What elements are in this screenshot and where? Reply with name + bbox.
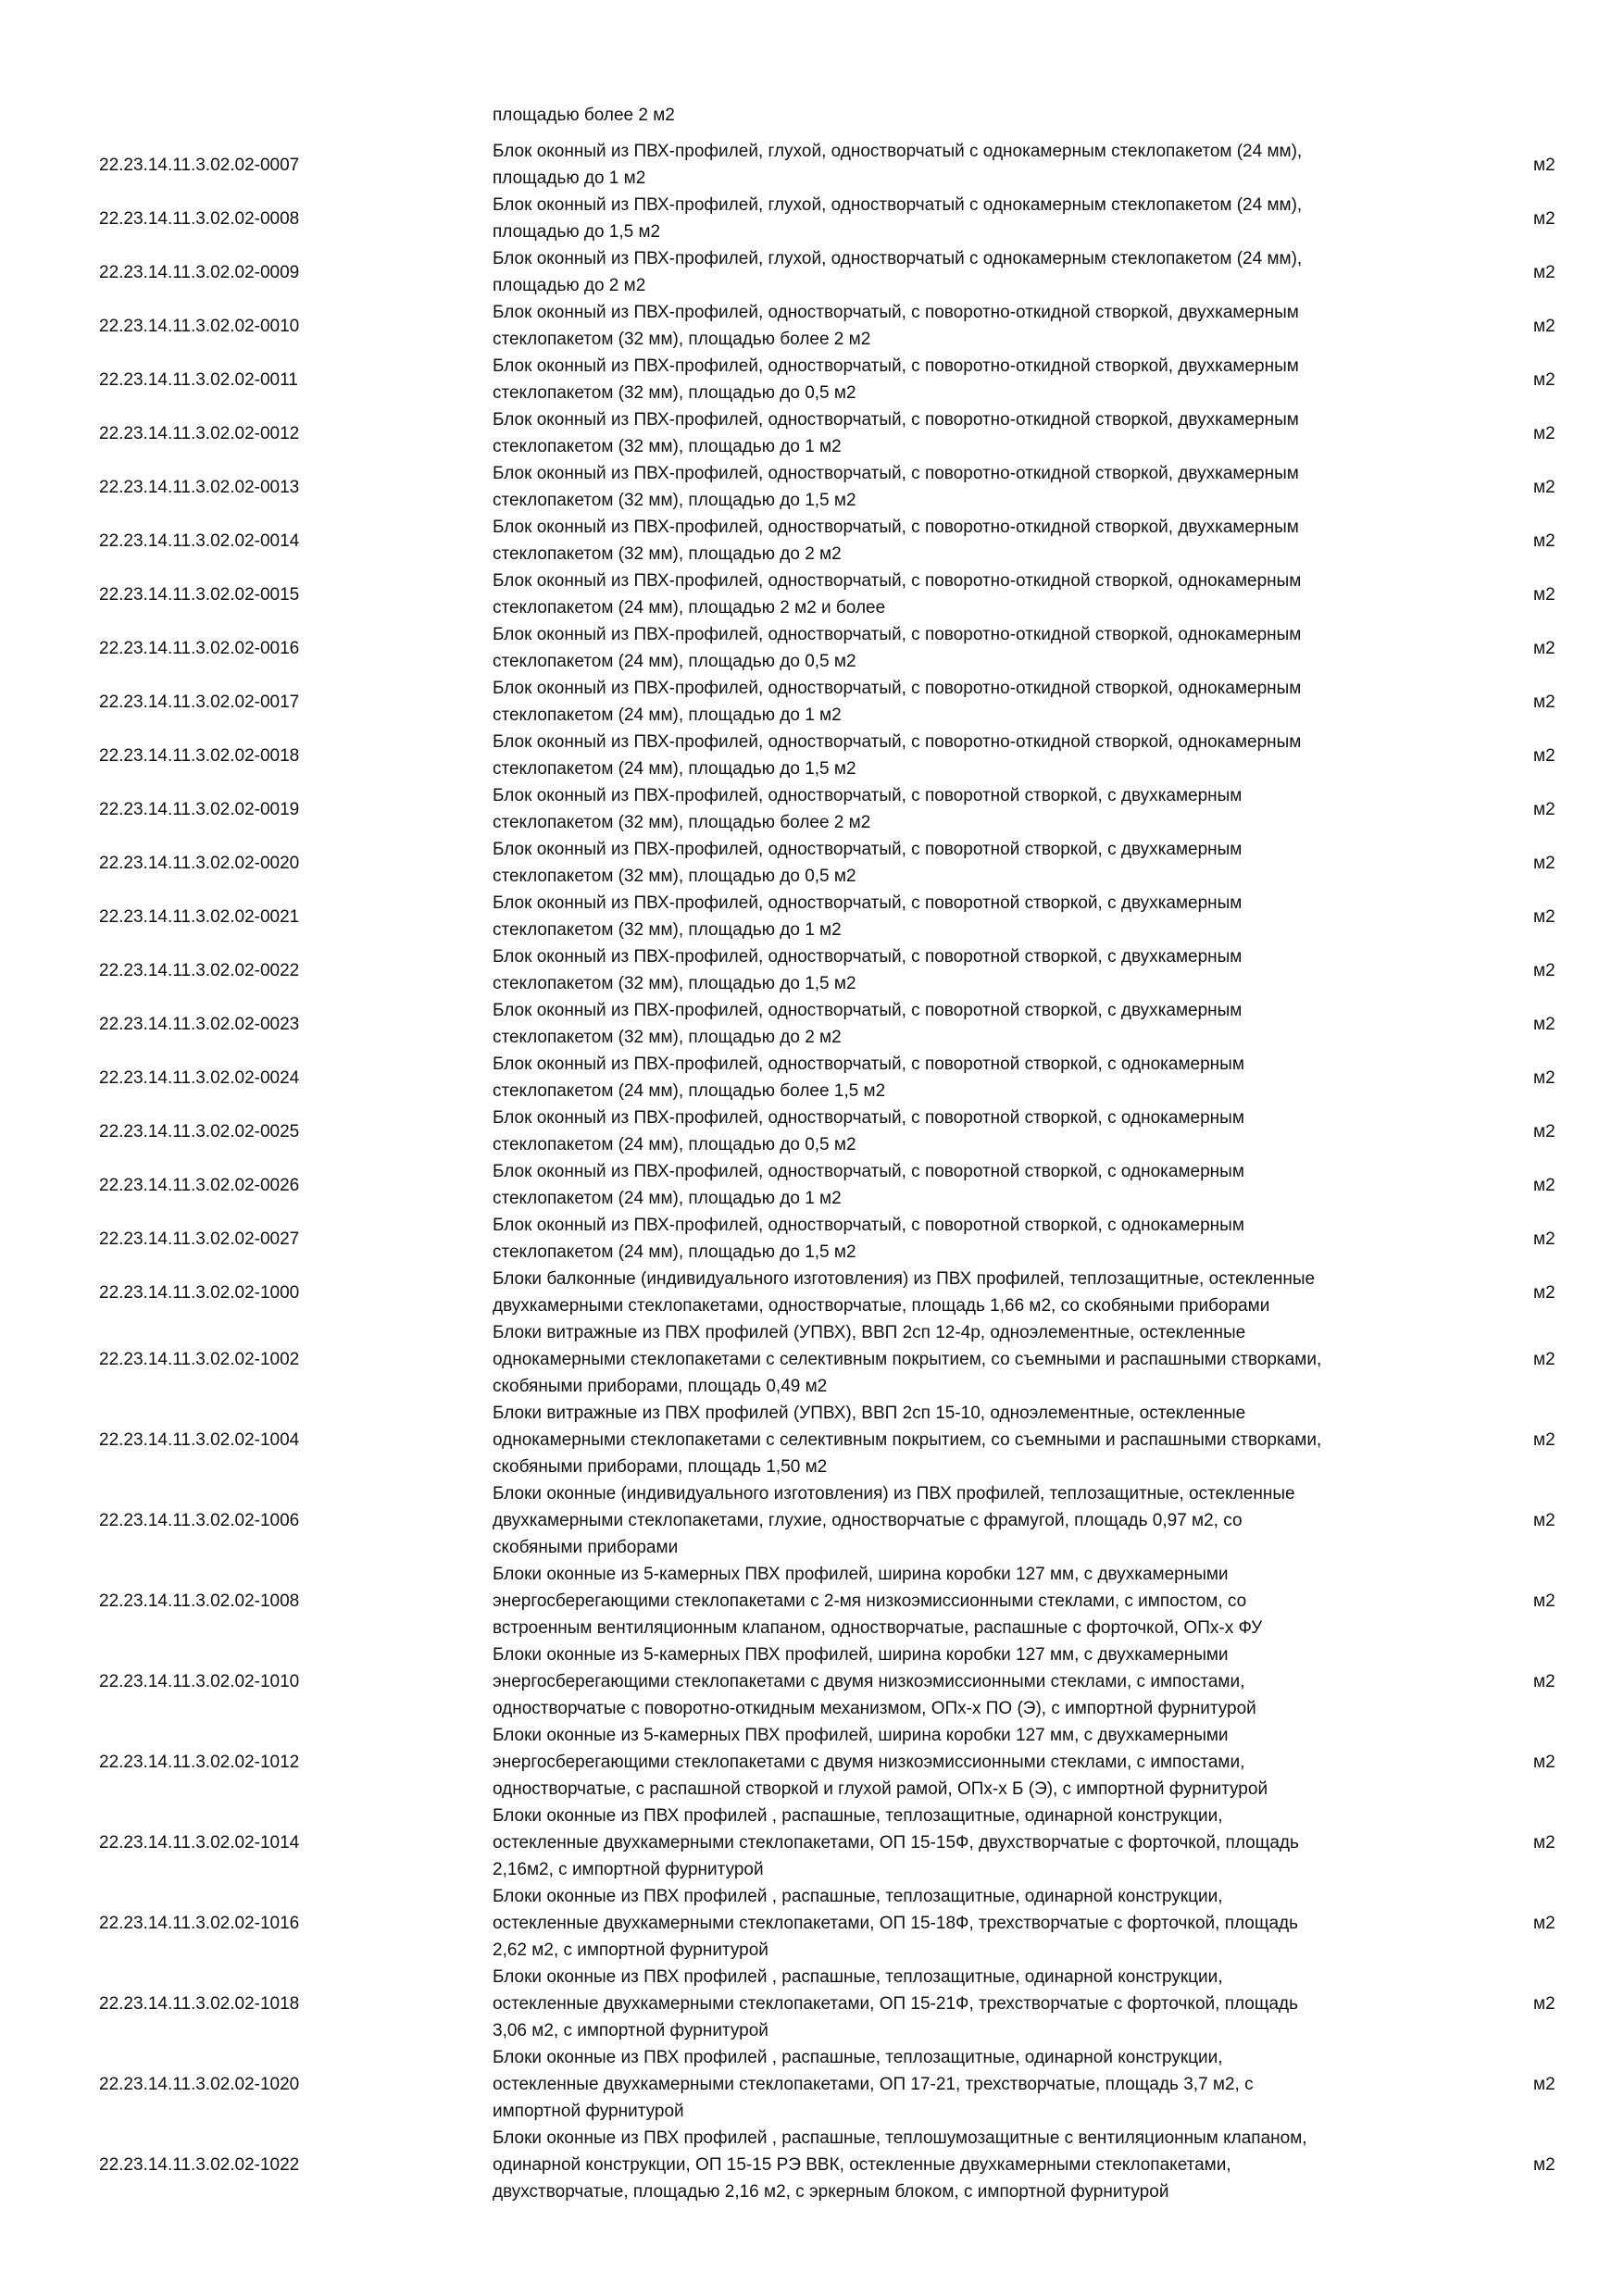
description-line: стеклопакетом (24 мм), площадью более 1,5 м2 [493, 1081, 886, 1101]
description-line: стеклопакетом (24 мм), площадью 2 м2 и более [493, 598, 886, 618]
description-line: 2,16м2, с импортной фурнитурой [493, 1860, 764, 1879]
description-line: Блок оконный из ПВХ-профилей, одностворчатый, с поворотной створкой, с двухкамерным [493, 947, 1243, 967]
resource-description [493, 1803, 1483, 1883]
description-line: Блок оконный из ПВХ-профилей, одностворчатый, с поворотно-откидной створкой, двухкамерным [493, 410, 1299, 430]
description-line: одностворчатые с поворотно-откидным механизмом, ОПх-х ПО (Э), с импортной фурнитурой [493, 1699, 1256, 1718]
description-line: площадью до 1,5 м2 [493, 222, 661, 242]
description-line: однокамерными стеклопакетами с селективным покрытием, со съемными и распашными створками, [493, 1350, 1322, 1369]
description-line: скобяными приборами, площадь 1,50 м2 [493, 1457, 828, 1477]
description-line: встроенным вентиляционным клапаном, одностворчатые, распашные с форточкой, ОПх-х ФУ [493, 1618, 1263, 1638]
unit-of-measure: м2 [1533, 584, 1555, 605]
unit-of-measure: м2 [1533, 1833, 1555, 1853]
unit-of-measure: м2 [1533, 960, 1555, 980]
description-line: Блок оконный из ПВХ-профилей, одностворчатый, с поворотной створкой, с двухкамерным [493, 840, 1243, 859]
resource-description [493, 353, 1483, 406]
description-line: Блоки витражные из ПВХ профилей (УПВХ), ВВП 2сп 15-10, одноэлементные, остекленные [493, 1404, 1246, 1423]
table-row [0, 1964, 1624, 2044]
description-line: Блок оконный из ПВХ-профилей, глухой, одностворчатый с однокамерным стеклопакетом (24 мм), [493, 195, 1303, 215]
description-line: Блок оконный из ПВХ-профилей, глухой, одностворчатый с однокамерным стеклопакетом (24 мм), [493, 142, 1303, 161]
description-line: одинарной конструкции, ОП 15-15 РЭ ВВК, остекленные двухкамерными стеклопакетами, [493, 2155, 1231, 2175]
table-row [0, 621, 1624, 675]
unit-of-measure: м2 [1533, 316, 1555, 336]
table-row [0, 1319, 1624, 1400]
description-line: Блок оконный из ПВХ-профилей, одностворчатый, с поворотной створкой, с двухкамерным [493, 1001, 1243, 1020]
table-row [0, 997, 1624, 1051]
description-line: стеклопакетом (24 мм), площадью до 1,5 м2 [493, 759, 856, 779]
description-line: площадью до 1 м2 [493, 168, 646, 188]
description-line: Блоки оконные (индивидуального изготовления) из ПВХ профилей, теплозащитные, остекленные [493, 1484, 1295, 1504]
description-line: стеклопакетом (32 мм), площадью до 1,5 м2 [493, 491, 856, 510]
table-row [0, 1212, 1624, 1266]
catalog-table [0, 138, 1624, 2205]
resource-description [493, 1964, 1483, 2044]
description-line: Блоки оконные из ПВХ профилей , распашные, теплошумозащитные с вентиляционным клапаном, [493, 2128, 1307, 2148]
description-line: стеклопакетом (24 мм), площадью до 0,5 м2 [493, 652, 856, 671]
description-line: Блок оконный из ПВХ-профилей, глухой, одностворчатый с однокамерным стеклопакетом (24 мм), [493, 249, 1303, 268]
unit-of-measure: м2 [1533, 262, 1555, 282]
resource-code: 22.23.14.11.3.02.02-0024 [99, 1067, 300, 1088]
description-line: Блоки балконные (индивидуального изготовления) из ПВХ профилей, теплозащитные, остекленные [493, 1269, 1316, 1289]
resource-code: 22.23.14.11.3.02.02-0026 [99, 1175, 300, 1195]
description-line: стеклопакетом (32 мм), площадью до 0,5 м2 [493, 867, 856, 886]
description-line: Блоки оконные из 5-камерных ПВХ профилей, ширина коробки 127 мм, с двухкамерными [493, 1726, 1229, 1745]
description-line: Блок оконный из ПВХ-профилей, одностворчатый, с поворотной створкой, с однокамерным [493, 1162, 1244, 1181]
unit-of-measure: м2 [1533, 1282, 1555, 1303]
description-line: стеклопакетом (24 мм), площадью до 1 м2 [493, 1189, 842, 1208]
resource-description [493, 836, 1483, 890]
description-line: скобяными приборами [493, 1538, 679, 1557]
resource-description [493, 1480, 1483, 1561]
description-line: Блок оконный из ПВХ-профилей, одностворчатый, с поворотно-откидной створкой, двухкамерным [493, 356, 1299, 376]
resource-code: 22.23.14.11.3.02.02-1018 [99, 1994, 300, 2014]
resource-code: 22.23.14.11.3.02.02-1022 [99, 2155, 300, 2175]
unit-of-measure: м2 [1533, 155, 1555, 175]
description-line: стеклопакетом (24 мм), площадью до 1,5 м2 [493, 1242, 856, 1262]
resource-code: 22.23.14.11.3.02.02-0018 [99, 745, 300, 766]
resource-code: 22.23.14.11.3.02.02-0025 [99, 1121, 300, 1142]
table-row [0, 406, 1624, 460]
resource-description [493, 675, 1483, 729]
description-line: двухстворчатые, площадью 2,16 м2, с эркерным блоком, с импортной фурнитурой [493, 2182, 1169, 2202]
resource-code: 22.23.14.11.3.02.02-1004 [99, 1430, 300, 1450]
resource-code: 22.23.14.11.3.02.02-0010 [99, 316, 300, 336]
description-line: остекленные двухкамерными стеклопакетами, ОП 15-18Ф, трехстворчатые с форточкой, площадь [493, 1914, 1299, 1933]
continuation-text: площадью более 2 м2 [493, 106, 675, 125]
unit-of-measure: м2 [1533, 1067, 1555, 1088]
unit-of-measure: м2 [1533, 1994, 1555, 2014]
table-row [0, 782, 1624, 836]
resource-description [493, 1051, 1483, 1104]
table-row [0, 1480, 1624, 1561]
resource-description [493, 1266, 1483, 1319]
table-row [0, 299, 1624, 353]
description-line: Блоки оконные из ПВХ профилей , распашные, теплозащитные, одинарной конструкции, [493, 2048, 1223, 2067]
resource-code: 22.23.14.11.3.02.02-0021 [99, 906, 300, 927]
description-line: стеклопакетом (32 мм), площадью более 2 м2 [493, 813, 871, 832]
description-line: Блоки оконные из 5-камерных ПВХ профилей, ширина коробки 127 мм, с двухкамерными [493, 1565, 1229, 1584]
description-line: Блоки витражные из ПВХ профилей (УПВХ), ВВП 2сп 12-4р, одноэлементные, остекленные [493, 1323, 1246, 1342]
table-row [0, 729, 1624, 782]
description-line: Блок оконный из ПВХ-профилей, одностворчатый, с поворотно-откидной створкой, однокамерным [493, 571, 1302, 591]
resource-description [493, 2044, 1483, 2125]
description-line: стеклопакетом (32 мм), площадью до 1 м2 [493, 920, 842, 940]
description-line: Блок оконный из ПВХ-профилей, одностворчатый, с поворотной створкой, с однокамерным [493, 1054, 1244, 1074]
description-line: Блок оконный из ПВХ-профилей, одностворчатый, с поворотной створкой, с однокамерным [493, 1216, 1244, 1235]
unit-of-measure: м2 [1533, 692, 1555, 712]
description-line: импортной фурнитурой [493, 2102, 684, 2121]
resource-code: 22.23.14.11.3.02.02-0016 [99, 638, 300, 658]
resource-code: 22.23.14.11.3.02.02-1012 [99, 1753, 300, 1772]
resource-code: 22.23.14.11.3.02.02-0014 [99, 530, 300, 551]
unit-of-measure: м2 [1533, 1591, 1555, 1611]
table-row [0, 2125, 1624, 2205]
description-line: стеклопакетом (24 мм), площадью до 1 м2 [493, 705, 842, 725]
resource-code: 22.23.14.11.3.02.02-0007 [99, 155, 300, 175]
unit-of-measure: м2 [1533, 745, 1555, 766]
resource-code: 22.23.14.11.3.02.02-0013 [99, 477, 300, 497]
resource-code: 22.23.14.11.3.02.02-0011 [99, 369, 298, 390]
table-row [0, 1266, 1624, 1319]
description-line: однокамерными стеклопакетами с селективным покрытием, со съемными и распашными створками, [493, 1430, 1322, 1450]
resource-description [493, 621, 1483, 675]
table-row [0, 1641, 1624, 1722]
table-row [0, 1561, 1624, 1641]
description-line: одностворчатые, с распашной створкой и глухой рамой, ОПх-х Б (Э), с импортной фурнитурой [493, 1779, 1268, 1799]
unit-of-measure: м2 [1533, 799, 1555, 819]
resource-description [493, 568, 1483, 621]
description-line: стеклопакетом (24 мм), площадью до 0,5 м2 [493, 1135, 856, 1154]
unit-of-measure: м2 [1533, 477, 1555, 497]
description-line: Блок оконный из ПВХ-профилей, одностворчатый, с поворотной створкой, с двухкамерным [493, 786, 1243, 805]
description-line: стеклопакетом (32 мм), площадью до 1 м2 [493, 437, 842, 456]
table-row [0, 890, 1624, 943]
resource-code: 22.23.14.11.3.02.02-1014 [99, 1833, 300, 1853]
resource-code: 22.23.14.11.3.02.02-0015 [99, 584, 300, 605]
description-line: стеклопакетом (32 мм), площадью до 1,5 м2 [493, 974, 856, 993]
resource-code: 22.23.14.11.3.02.02-0017 [99, 692, 300, 712]
resource-code: 22.23.14.11.3.02.02-0020 [99, 853, 300, 873]
description-line: скобяными приборами, площадь 0,49 м2 [493, 1377, 828, 1396]
table-row [0, 460, 1624, 514]
unit-of-measure: м2 [1533, 423, 1555, 443]
description-line: Блок оконный из ПВХ-профилей, одностворчатый, с поворотно-откидной створкой, двухкамерным [493, 518, 1299, 537]
table-row [0, 245, 1624, 299]
description-line: Блок оконный из ПВХ-профилей, одностворчатый, с поворотно-откидной створкой, однокамерным [493, 732, 1302, 752]
resource-description [493, 1722, 1483, 1803]
unit-of-measure: м2 [1533, 906, 1555, 927]
description-line: Блоки оконные из ПВХ профилей , распашные, теплозащитные, одинарной конструкции, [493, 1806, 1223, 1826]
description-line: двухкамерными стеклопакетами, глухие, одностворчатые с фрамугой, площадь 0,97 м2, со [493, 1511, 1243, 1530]
unit-of-measure: м2 [1533, 638, 1555, 658]
description-line: энергосберегающими стеклопакетами с двумя низкоэмиссионными стеклами, с импостами, [493, 1672, 1245, 1691]
description-line: Блок оконный из ПВХ-профилей, одностворчатый, с поворотной створкой, с двухкамерным [493, 893, 1243, 913]
resource-description [493, 1158, 1483, 1212]
resource-description [493, 729, 1483, 782]
table-row [0, 1104, 1624, 1158]
resource-code: 22.23.14.11.3.02.02-0008 [99, 208, 300, 229]
unit-of-measure: м2 [1533, 1175, 1555, 1195]
description-line: Блок оконный из ПВХ-профилей, одностворчатый, с поворотно-откидной створкой, однокамерным [493, 625, 1302, 644]
resource-description [493, 245, 1483, 299]
description-line: стеклопакетом (32 мм), площадью более 2 м2 [493, 330, 871, 349]
unit-of-measure: м2 [1533, 1121, 1555, 1142]
table-row [0, 138, 1624, 192]
resource-description [493, 192, 1483, 245]
unit-of-measure: м2 [1533, 1430, 1555, 1450]
resource-code: 22.23.14.11.3.02.02-0023 [99, 1014, 300, 1034]
resource-description [493, 2125, 1483, 2205]
table-row [0, 1400, 1624, 1480]
table-row [0, 1883, 1624, 1964]
resource-code: 22.23.14.11.3.02.02-1010 [99, 1672, 300, 1691]
resource-code: 22.23.14.11.3.02.02-0009 [99, 262, 300, 282]
resource-description [493, 1561, 1483, 1641]
resource-description [493, 514, 1483, 568]
resource-code: 22.23.14.11.3.02.02-1008 [99, 1591, 300, 1611]
unit-of-measure: м2 [1533, 853, 1555, 873]
resource-description [493, 138, 1483, 192]
table-row [0, 943, 1624, 997]
resource-description [493, 1400, 1483, 1480]
description-line: остекленные двухкамерными стеклопакетами, ОП 17-21, трехстворчатые, площадь 3,7 м2, с [493, 2075, 1254, 2094]
resource-description [493, 782, 1483, 836]
table-row [0, 2044, 1624, 2125]
table-row [0, 1722, 1624, 1803]
resource-code: 22.23.14.11.3.02.02-1006 [99, 1511, 300, 1530]
description-line: стеклопакетом (32 мм), площадью до 2 м2 [493, 544, 842, 564]
description-line: Блоки оконные из ПВХ профилей , распашные, теплозащитные, одинарной конструкции, [493, 1887, 1223, 1906]
table-row [0, 1158, 1624, 1212]
description-line: площадью до 2 м2 [493, 276, 646, 295]
description-line: энергосберегающими стеклопакетами с двумя низкоэмиссионными стеклами, с импостами, [493, 1753, 1245, 1772]
table-row [0, 568, 1624, 621]
resource-code: 22.23.14.11.3.02.02-0012 [99, 423, 300, 443]
table-row [0, 1803, 1624, 1883]
unit-of-measure: м2 [1533, 1014, 1555, 1034]
resource-description [493, 943, 1483, 997]
resource-code: 22.23.14.11.3.02.02-0022 [99, 960, 300, 980]
resource-description [493, 460, 1483, 514]
description-line: энергосберегающими стеклопакетами с 2-мя низкоэмиссионными стеклами, с импостом, со [493, 1591, 1247, 1611]
resource-description [493, 997, 1483, 1051]
description-line: Блоки оконные из 5-камерных ПВХ профилей, ширина коробки 127 мм, с двухкамерными [493, 1645, 1229, 1665]
description-line: 2,62 м2, с импортной фурнитурой [493, 1940, 768, 1960]
resource-code: 22.23.14.11.3.02.02-1002 [99, 1350, 300, 1369]
resource-description [493, 890, 1483, 943]
resource-code: 22.23.14.11.3.02.02-1016 [99, 1914, 300, 1933]
description-line: Блок оконный из ПВХ-профилей, одностворчатый, с поворотно-откидной створкой, однокамерным [493, 679, 1302, 698]
description-line: двухкамерными стеклопакетами, одностворчатые, площадь 1,66 м2, со скобяными приборами [493, 1296, 1270, 1316]
unit-of-measure: м2 [1533, 1672, 1555, 1691]
description-line: Блок оконный из ПВХ-профилей, одностворчатый, с поворотно-откидной створкой, двухкамерным [493, 303, 1299, 322]
description-line: стеклопакетом (32 мм), площадью до 2 м2 [493, 1028, 842, 1047]
description-line: Блоки оконные из ПВХ профилей , распашные, теплозащитные, одинарной конструкции, [493, 1967, 1223, 1987]
unit-of-measure: м2 [1533, 1229, 1555, 1249]
unit-of-measure: м2 [1533, 1350, 1555, 1369]
unit-of-measure: м2 [1533, 1914, 1555, 1933]
description-line: Блок оконный из ПВХ-профилей, одностворчатый, с поворотной створкой, с однокамерным [493, 1108, 1244, 1128]
unit-of-measure: м2 [1533, 1511, 1555, 1530]
unit-of-measure: м2 [1533, 208, 1555, 229]
unit-of-measure: м2 [1533, 530, 1555, 551]
unit-of-measure: м2 [1533, 1753, 1555, 1772]
resource-description [493, 1883, 1483, 1964]
table-row [0, 514, 1624, 568]
unit-of-measure: м2 [1533, 2155, 1555, 2175]
description-line: остекленные двухкамерными стеклопакетами, ОП 15-15Ф, двухстворчатые с форточкой, площадь [493, 1833, 1299, 1853]
resource-code: 22.23.14.11.3.02.02-1020 [99, 2075, 300, 2094]
description-line: стеклопакетом (32 мм), площадью до 0,5 м2 [493, 383, 856, 403]
table-row [0, 836, 1624, 890]
table-row [0, 675, 1624, 729]
resource-description [493, 1641, 1483, 1722]
table-row [0, 353, 1624, 406]
resource-description [493, 1104, 1483, 1158]
resource-description [493, 1319, 1483, 1400]
resource-code: 22.23.14.11.3.02.02-1000 [99, 1282, 300, 1303]
resource-description [493, 299, 1483, 353]
table-row [0, 1051, 1624, 1104]
resource-description [493, 1212, 1483, 1266]
table-row [0, 192, 1624, 245]
description-line: остекленные двухкамерными стеклопакетами, ОП 15-21Ф, трехстворчатые с форточкой, площадь [493, 1994, 1299, 2014]
resource-description [493, 406, 1483, 460]
resource-code: 22.23.14.11.3.02.02-0019 [99, 799, 300, 819]
unit-of-measure: м2 [1533, 369, 1555, 390]
description-line: Блок оконный из ПВХ-профилей, одностворчатый, с поворотно-откидной створкой, двухкамерным [493, 464, 1299, 483]
resource-code: 22.23.14.11.3.02.02-0027 [99, 1229, 300, 1249]
unit-of-measure: м2 [1533, 2075, 1555, 2094]
description-line: 3,06 м2, с импортной фурнитурой [493, 2021, 768, 2040]
